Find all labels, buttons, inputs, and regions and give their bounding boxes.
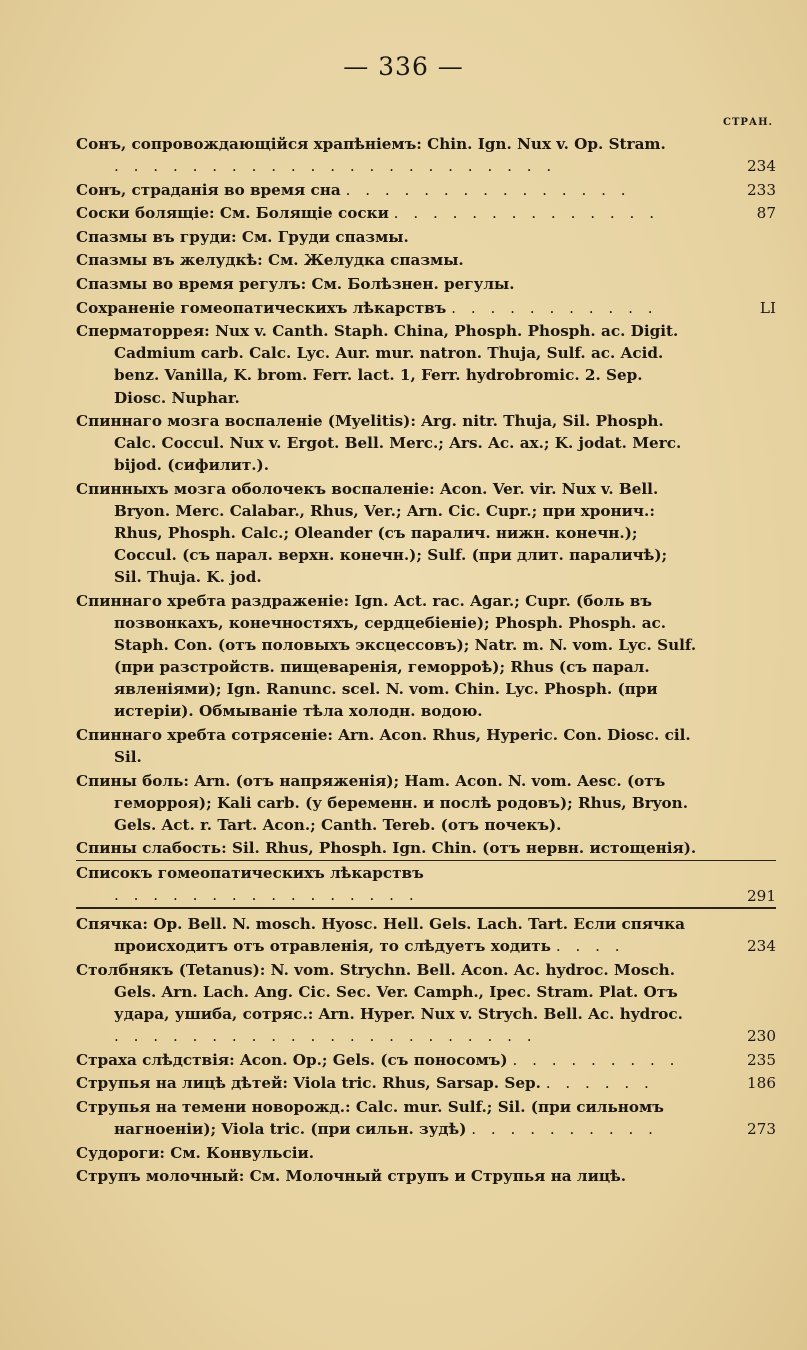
entry-text: Струпья на темени новорожд.: Calc. mur. Sulf.; Sil. (при сильномъ нагноеніи); Viola tric. (при сильн. зудѣ) (76, 1097, 664, 1139)
entry-text: Сонъ, сопровождающійся храпѣніемъ: Chin. Ign. Nux v. Op. Stram. (76, 135, 666, 153)
entry-text: Спины слабость: Sil. Rhus, Phosph. Ign. Chin. (отъ нервн. истощенія). (76, 839, 697, 858)
entry-text: Списокъ гомеопатическихъ лѣкарствъ (76, 864, 424, 882)
index-entry (76, 297, 776, 319)
entry-text: Спины боль: Arn. (отъ напряженія); Ham. Acon. N. vom. Aesc. (отъ геморроя); Kali carb. (у беременн. и послѣ родовъ); Rhus, Bryon. Gels. Act. r. Tart. Acon.; Canth. Tereb. (отъ почекъ). (76, 771, 689, 834)
index-entry (76, 478, 776, 588)
entry-text: Спазмы во время регулъ: См. Болѣзнен. регулы. (76, 275, 515, 294)
index-entry (76, 320, 776, 408)
page-column-label: СТРАН. (723, 117, 773, 128)
entry-leader: . . . . . . . . . . . . . . . . (114, 886, 419, 905)
entry-text: Спиннаго хребта сотрясеніе: Arn. Acon. Rhus, Hyperic. Con. Diosc. cil. Sil. (76, 725, 691, 767)
entry-text: Струпья на лицѣ дѣтей: Viola tric. Rhus, Sarsap. Sep. (76, 1074, 541, 1093)
index-entry (76, 1096, 776, 1140)
index-entry (76, 273, 776, 295)
index-entry (76, 862, 776, 909)
index-entry (76, 1165, 776, 1187)
entry-text: Спячка: Op. Bell. N. mosch. Hyosc. Hell. Gels. Lach. Tart. Если спячка происходитъ отъ отравленія, то слѣдуетъ ходить (76, 915, 685, 956)
entry-leader: . . . . . . . . . . . (451, 298, 658, 317)
index-entry (76, 410, 776, 476)
entry-text: Сохраненіе гомеопатическихъ лѣкарствъ (76, 298, 447, 317)
entry-text: Сперматоррея: Nux v. Canth. Staph. China, Phosph. Phosph. ac. Digit. Cadmium carb. Calc. Lyc. Aur. mur. natron. Thuja, Sulf. ac. Acid. benz. Vanilla, K. brom. Ferr. lact. 1, Ferr. hydrobromic. 2. Sep. Diosc. Nuphar. (76, 322, 679, 407)
index-entry (76, 1142, 776, 1164)
index-entry (76, 837, 776, 860)
entry-leader: . . . . . . . . . (512, 1050, 680, 1069)
entry-text: Страха слѣдствія: Acon. Op.; Gels. (съ поносомъ) (76, 1050, 508, 1069)
entry-leader: . . . . (555, 937, 625, 956)
entry-page: 230 (747, 1027, 776, 1046)
index-entry (76, 226, 776, 248)
index-entry (76, 913, 776, 957)
index-entry (76, 202, 776, 224)
entry-text: Сонъ, страданія во время сна (76, 180, 341, 199)
index-entry (76, 590, 776, 723)
index-entry (76, 133, 776, 177)
entry-page: 234 (747, 937, 776, 956)
index-entry (76, 1072, 776, 1094)
index-entry (76, 770, 776, 836)
entry-leader: . . . . . . . . . . . . . . . . . . . . . . . (114, 157, 557, 176)
entry-page: 291 (747, 887, 776, 906)
page-number: — 336 — (343, 52, 464, 81)
entry-page: 186 (747, 1074, 776, 1093)
entry-text: Спазмы въ желудкѣ: См. Желудка спазмы. (76, 251, 464, 270)
entry-text: Столбнякъ (Tetanus): N. vom. Strychn. Bell. Acon. Ac. hydroc. Mosch. Gels. Arn. Lach. Ang. Cic. Sec. Ver. Camph., Ipec. Stram. Plat. Отъ удара, ушиба, сотряс.: Arn. Hyper. Nux v. Strych. Bell. Ac. hydroc. (76, 960, 683, 1024)
entry-leader: . . . . . . (545, 1074, 654, 1093)
entry-page: LI (759, 298, 776, 317)
entry-leader: . . . . . . . . . . . . . . . . . . . . . . (114, 1027, 537, 1046)
entry-page: 234 (747, 157, 776, 176)
entry-page: 235 (747, 1050, 776, 1069)
entry-leader: . . . . . . . . . . (471, 1120, 658, 1139)
index-entry (76, 1049, 776, 1071)
index-entry (76, 724, 776, 768)
entry-text: Струпъ молочный: См. Молочный струпъ и Струпья на лицѣ. (76, 1167, 627, 1186)
entry-text: Судороги: См. Конвульсіи. (76, 1143, 315, 1162)
entry-leader: . . . . . . . . . . . . . . . (345, 180, 631, 199)
index-entry (76, 179, 776, 201)
entry-text: Спазмы въ груди: См. Груди спазмы. (76, 227, 409, 246)
entry-text: Спинныхъ мозга оболочекъ воспаленіе: Acon. Ver. vir. Nux v. Bell. Bryon. Merc. Calabar., Rhus, Ver.; Arn. Cic. Cupr.; при хронич.: Rhus, Phosph. Calc.; Oleander (съ паралич. нижн. конечн.); Coccul. (съ парал. верхн. конечн.); Sulf. (при длит. параличѣ); Sil. Thuja. K. jod. (76, 479, 668, 587)
entry-leader: . . . . . . . . . . . . . . (393, 204, 660, 223)
entry-page: 273 (747, 1120, 776, 1139)
entry-text: Соски болящіе: См. Болящіе соски (76, 204, 389, 223)
entry-text: Спиннаго хребта раздраженіе: Ign. Act. rac. Agar.; Cupr. (боль въ позвонкахъ, конечностяхъ, сердцебіеніе); Phosph. Phosph. ac. Staph. Con. (отъ половыхъ эксцессовъ); Natr. m. N. vom. Lyc. Sulf. (при разстройств. пищеваренія, геморроѣ); Rhus (съ парал. явленіями); Ign. Ranunc. scel. N. vom. Chin. Lyc. Phosph. (при истеріи). Обмываніе тѣла холодн. водою. (76, 591, 697, 721)
index-entries (76, 133, 776, 1189)
index-entry (76, 249, 776, 271)
entry-page: 233 (747, 180, 776, 199)
entry-text: Спиннаго мозга воспаленіе (Myelitis): Arg. nitr. Thuja, Sil. Phosph. Calc. Coccul. Nux v. Ergot. Bell. Merc.; Ars. Ac. ax.; K. jodat. Merc. bijod. (сифилит.). (76, 412, 682, 475)
index-entry (76, 959, 776, 1047)
entry-page: 87 (756, 204, 776, 223)
